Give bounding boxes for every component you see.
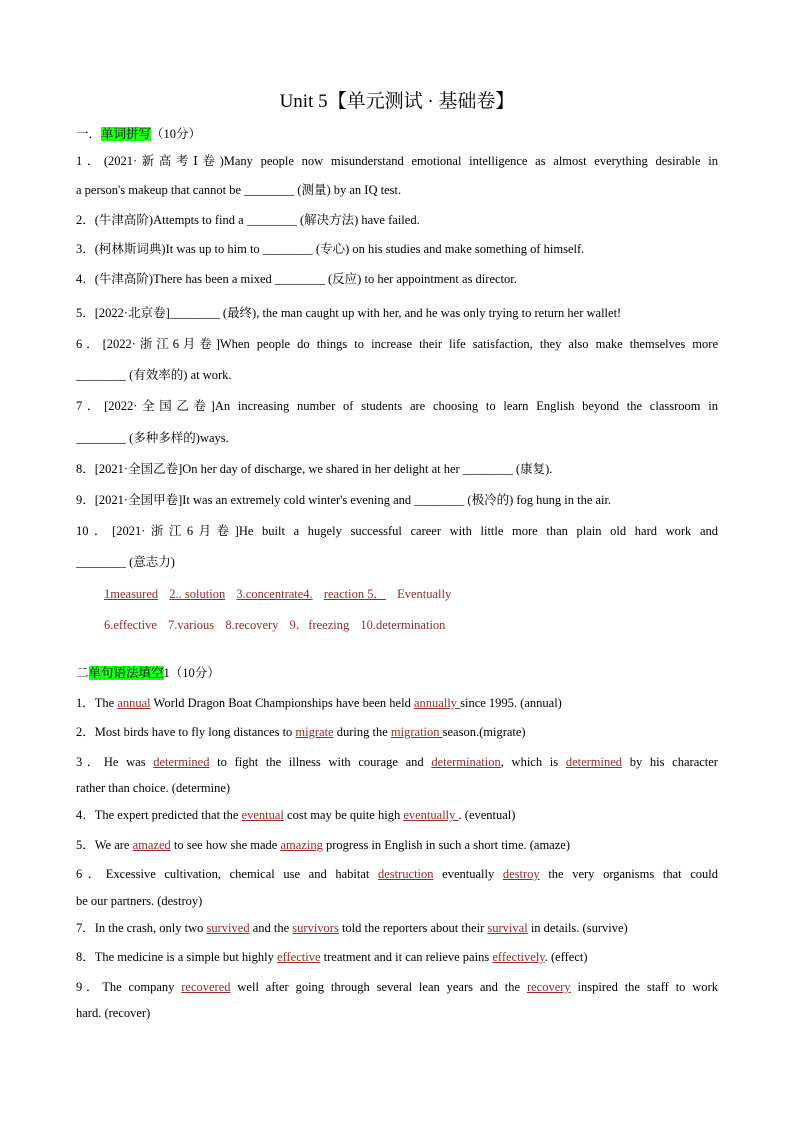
s1-item-10-line1: 10．[2021·浙江6月卷]He built a hugely successful career with little more than plain old hard work and — [76, 524, 718, 538]
s2-answer: amazed — [132, 838, 171, 852]
s2-text: since 1995. (annual) — [460, 696, 562, 710]
s2-answer: determined — [565, 755, 623, 769]
s2-item-8 — [76, 949, 718, 965]
s1-answers-row2 — [104, 617, 453, 633]
s2-text: 4．The expert predicted that the — [76, 808, 242, 822]
s2-text: 9．The company — [76, 980, 182, 994]
s2-answer: migration — [390, 725, 443, 739]
s1-item-8: 8．[2021·全国乙卷]On her day of discharge, we shared in her delight at her ________ (康复). — [76, 462, 553, 476]
s1-item-10-line2: ________ (意志力) — [76, 555, 175, 569]
s1-item-6-line2: ________ (有效率的) at work. — [76, 368, 232, 382]
s2-text: by his character — [622, 755, 718, 769]
s2-text: 2．Most birds have to fly long distances to — [76, 725, 296, 739]
s1-item-9: 9．[2021·全国甲卷]It was an extremely cold winter's evening and ________ (极冷的) fog hung in the air. — [76, 493, 612, 507]
s2-text: 1．The — [76, 696, 118, 710]
s2-answer: amazing — [280, 838, 323, 852]
answer-2: 2.. solution — [169, 587, 226, 601]
s2-answer: survived — [206, 921, 250, 935]
s2-text: 3．He was — [76, 755, 154, 769]
s2-item-7 — [76, 920, 718, 936]
s2-text: the very organisms that could — [539, 867, 719, 881]
section2-title-highlight: 单句语法填空 — [88, 666, 164, 680]
s2-item-1 — [76, 695, 718, 711]
page-title: Unit 5【单元测试 · 基础卷】 — [279, 91, 515, 112]
answer-1: 1measured — [104, 587, 159, 601]
s2-text: cost may be quite high — [283, 808, 404, 822]
answer-4: reaction 5． — [323, 587, 386, 601]
s2-text: 8．The medicine is a simple but highly — [76, 950, 278, 964]
section1-points: （10分） — [151, 127, 202, 141]
answer-10: 10.determination — [360, 618, 446, 632]
s2-text: to fight the illness with courage and — [209, 755, 432, 769]
s2-answer: annually — [413, 696, 461, 710]
s2-text: during the — [333, 725, 391, 739]
s2-text: World Dragon Boat Championships have been held — [150, 696, 414, 710]
s2-answer: recovery — [526, 980, 571, 994]
s2-text: season.(migrate) — [442, 725, 526, 739]
s2-answer: effectively — [492, 950, 545, 964]
answer-3: 3.concentrate4. — [236, 587, 313, 601]
s2-text: treatment and it can relieve pains — [320, 950, 493, 964]
s1-item-2: 2．(牛津高阶)Attempts to find a ________ (解决方法) have failed. — [76, 213, 420, 227]
s2-text: 6．Excessive cultivation, chemical use and habitat — [76, 867, 378, 881]
s2-answer: eventually — [403, 808, 459, 822]
s2-answer: annual — [117, 696, 151, 710]
s2-text: progress in English in such a short time. (amaze) — [322, 838, 570, 852]
s2-item-4 — [76, 807, 718, 823]
s2-answer: migrate — [295, 725, 334, 739]
s1-item-7-line1: 7．[2022·全国乙卷]An increasing number of students are choosing to learn English beyond the classroom in — [76, 399, 718, 413]
s2-item-3-line2: rather than choice. (determine) — [76, 781, 231, 795]
s2-answer: determination — [431, 755, 501, 769]
s2-answer: survivors — [292, 921, 339, 935]
section2-points: 1（10分） — [163, 666, 220, 680]
s1-answers-row1 — [104, 586, 459, 602]
answer-6: 6.effective — [104, 618, 157, 632]
s2-text: in details. (survive) — [527, 921, 628, 935]
s2-text: and the — [249, 921, 293, 935]
section2-heading — [76, 665, 718, 681]
s2-text: . (effect) — [544, 950, 588, 964]
s2-text: well after going through several lean years and the — [230, 980, 527, 994]
s2-answer: effective — [277, 950, 321, 964]
s2-answer: eventual — [241, 808, 284, 822]
s2-text: eventually — [433, 867, 503, 881]
section2-number: 二 — [76, 666, 89, 680]
s2-item-6-line1 — [76, 866, 718, 882]
s1-item-4: 4．(牛津高阶)There has been a mixed ________ (反应) to her appointment as director. — [76, 272, 517, 286]
s2-item-9-line1 — [76, 979, 718, 995]
section1-number: 一． — [76, 127, 102, 141]
s2-text: 7．In the crash, only two — [76, 921, 207, 935]
answer-9: 9．freezing — [289, 618, 350, 632]
answer-5: Eventually — [397, 587, 452, 601]
s2-answer: survival — [487, 921, 528, 935]
s2-text: told the reporters about their — [338, 921, 488, 935]
s1-item-1-line1: 1．(2021·新高考Ⅰ卷)Many people now misunderstand emotional intelligence as almost everything desirable in — [76, 154, 718, 168]
s1-item-7-line2: ________ (多种多样的)ways. — [76, 431, 229, 445]
s2-answer: destruction — [377, 867, 434, 881]
s2-item-6-line2: be our partners. (destroy) — [76, 894, 203, 908]
s1-item-3: 3．(柯林斯词典)It was up to him to ________ (专心) on his studies and make something of himself. — [76, 242, 585, 256]
s2-text: . (eventual) — [458, 808, 516, 822]
s2-item-9-line2: hard. (recover) — [76, 1006, 151, 1020]
s2-answer: determined — [153, 755, 210, 769]
s2-answer: recovered — [181, 980, 231, 994]
answer-7: 7.various — [168, 618, 215, 632]
section1-heading — [76, 126, 718, 142]
s1-item-1-line2: a person's makeup that cannot be ________ (测量) by an IQ test. — [76, 183, 402, 197]
section1-title-highlight: 单词拼写 — [101, 127, 152, 141]
s1-item-5: 5．[2022·北京卷]________ (最终), the man caught up with her, and he was only trying to return her wallet! — [76, 306, 622, 320]
s2-text: 5．We are — [76, 838, 133, 852]
s2-text: to see how she made — [170, 838, 281, 852]
s2-text: , which is — [500, 755, 566, 769]
s2-item-3-line1 — [76, 754, 718, 770]
s2-text: inspired the staff to work — [570, 980, 718, 994]
s1-item-6-line1: 6．[2022·浙江6月卷]When people do things to increase their life satisfaction, they also make themselves more — [76, 337, 718, 351]
answer-8: 8.recovery — [225, 618, 279, 632]
s2-answer: destroy — [502, 867, 540, 881]
s2-item-5 — [76, 837, 718, 853]
s2-item-2 — [76, 724, 718, 740]
